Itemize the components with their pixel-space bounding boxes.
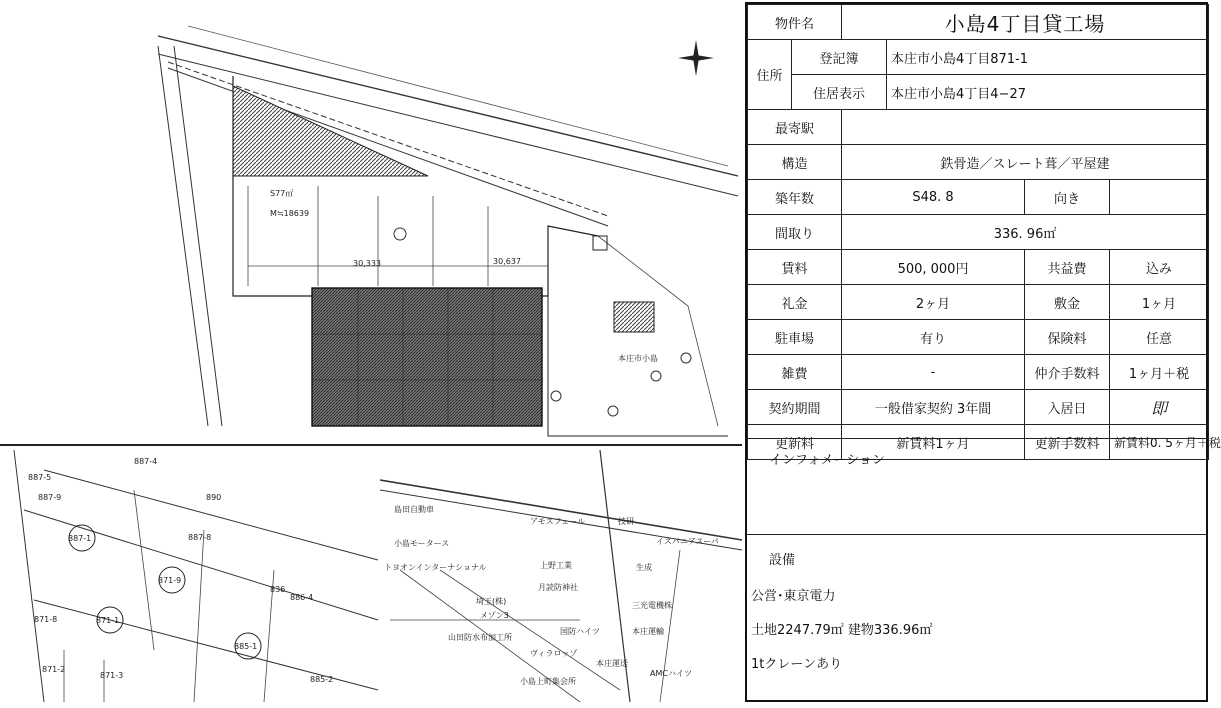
rent-label: 賃料 [748, 250, 842, 285]
station-value [842, 110, 1209, 145]
property-info-panel [745, 2, 1221, 702]
deposit-label: 敷金 [1025, 285, 1110, 320]
layout-value: 336. 96㎡ [842, 215, 1209, 250]
loc-label: メゾン3 [480, 611, 509, 620]
equipment-utility: 公営･東京電力 [751, 589, 836, 604]
property-name: 小島4丁目貸工場 [842, 5, 1209, 40]
loc-label: イスパニアスーパ [656, 537, 719, 546]
registry-label: 登記簿 [792, 40, 887, 75]
location-map [380, 450, 742, 702]
renewal-fee-label: 更新手数料 [1025, 425, 1110, 460]
lot-label: 887-5 [28, 473, 52, 482]
station-label: 最寄駅 [748, 110, 842, 145]
contract-label: 契約期間 [748, 390, 842, 425]
loc-label: AMCハイツ [650, 669, 692, 678]
lot-label: 887-1 [68, 534, 92, 543]
loc-label: 山田防水布加工所 [448, 633, 512, 642]
loc-label: 月読防神社 [538, 583, 578, 592]
loc-label: 技研 [618, 517, 634, 526]
site-plan-drawing [8, 6, 742, 442]
lot-label: 890 [206, 493, 222, 502]
renewal-label: 更新料 [748, 425, 842, 460]
registry-value: 本庄市小島4丁目871-1 [887, 40, 1209, 75]
equipment-section [747, 534, 1206, 701]
contract-value: 一般借家契約 3年間 [842, 390, 1025, 425]
move-in-value: 即 [1110, 390, 1209, 425]
loc-label: 本庄運輸 [632, 627, 664, 636]
site-plan-map [8, 6, 742, 442]
equipment-crane: 1tクレーンあり [751, 657, 843, 672]
loc-label: 小島上町集会所 [520, 677, 576, 686]
residence-label: 住居表示 [792, 75, 887, 110]
plan-label: 30,333 [353, 259, 381, 268]
information-title: インフォメーション [769, 453, 885, 468]
age-label: 築年数 [748, 180, 842, 215]
lot-label: 885-2 [310, 675, 334, 684]
plan-label: 本庄市小島 [618, 354, 658, 363]
property-name-label: 物件名 [748, 5, 842, 40]
common-fee-value: 込み [1110, 250, 1209, 285]
information-section [747, 438, 1206, 533]
loc-label: 生成 [636, 563, 652, 572]
equipment-area: 土地2247.79㎡ 建物336.96㎡ [751, 623, 933, 638]
plan-label: M≒18639 [270, 209, 310, 218]
loc-label: 小島モータース [394, 539, 450, 548]
lot-label: 836 [270, 585, 286, 594]
age-value: S48. 8 [842, 180, 1025, 215]
loc-label: 国防ハイツ [560, 627, 600, 636]
common-fee-label: 共益費 [1025, 250, 1110, 285]
renewal-value: 新賃料1ヶ月 [842, 425, 1025, 460]
lot-label: 887-4 [134, 457, 158, 466]
loc-label: 三光電機株 [632, 601, 672, 610]
residence-value: 本庄市小島4丁目4−27 [887, 75, 1209, 110]
direction-value [1110, 180, 1209, 215]
loc-label: 本庄運送 [596, 659, 628, 668]
lot-label: 871-3 [100, 671, 124, 680]
lot-label: 887-9 [38, 493, 62, 502]
location-drawing [380, 450, 742, 702]
misc-fee-value: - [842, 355, 1025, 390]
lot-label: 871-1 [96, 616, 120, 625]
loc-label: 島田自動車 [394, 505, 434, 514]
structure-value: 鉄骨造／スレート葺／平屋建 [842, 145, 1209, 180]
renewal-fee-value: 新賃料0. 5ヶ月＋税 [1110, 425, 1209, 460]
property-table [747, 4, 1221, 460]
lot-label: 885-1 [234, 642, 258, 651]
insurance-label: 保険料 [1025, 320, 1110, 355]
map-divider [0, 444, 742, 446]
loc-label: トヨオンインターナショナル [384, 563, 487, 572]
structure-label: 構造 [748, 145, 842, 180]
loc-label: ヴィラロッゾ [530, 649, 578, 658]
move-in-label: 入居日 [1025, 390, 1110, 425]
parking-label: 駐車場 [748, 320, 842, 355]
deposit-value: 1ヶ月 [1110, 285, 1209, 320]
plan-label: S77㎡ [270, 189, 294, 198]
cadastral-map [4, 450, 378, 702]
rent-value: 500, 000円 [842, 250, 1025, 285]
address-label: 住所 [748, 40, 792, 110]
lot-label: 871-8 [34, 615, 58, 624]
direction-label: 向き [1025, 180, 1110, 215]
parking-value: 有り [842, 320, 1025, 355]
key-money-value: 2ヶ月 [842, 285, 1025, 320]
layout-label: 間取り [748, 215, 842, 250]
lot-label: 887-8 [188, 533, 212, 542]
insurance-value: 任意 [1110, 320, 1209, 355]
loc-label: アモスフェール [530, 517, 586, 526]
loc-label: 埼玉(株) [476, 597, 507, 606]
brokerage-label: 仲介手数料 [1025, 355, 1110, 390]
key-money-label: 礼金 [748, 285, 842, 320]
lot-label: 886-4 [290, 593, 314, 602]
lot-label: 871-2 [42, 665, 66, 674]
misc-fee-label: 雑費 [748, 355, 842, 390]
cadastral-drawing [4, 450, 378, 702]
plan-label: 30,637 [493, 257, 521, 266]
lot-label: 871-9 [158, 576, 182, 585]
loc-label: 上野工業 [540, 561, 572, 570]
brokerage-value: 1ヶ月＋税 [1110, 355, 1209, 390]
equipment-title: 設備 [769, 553, 796, 568]
